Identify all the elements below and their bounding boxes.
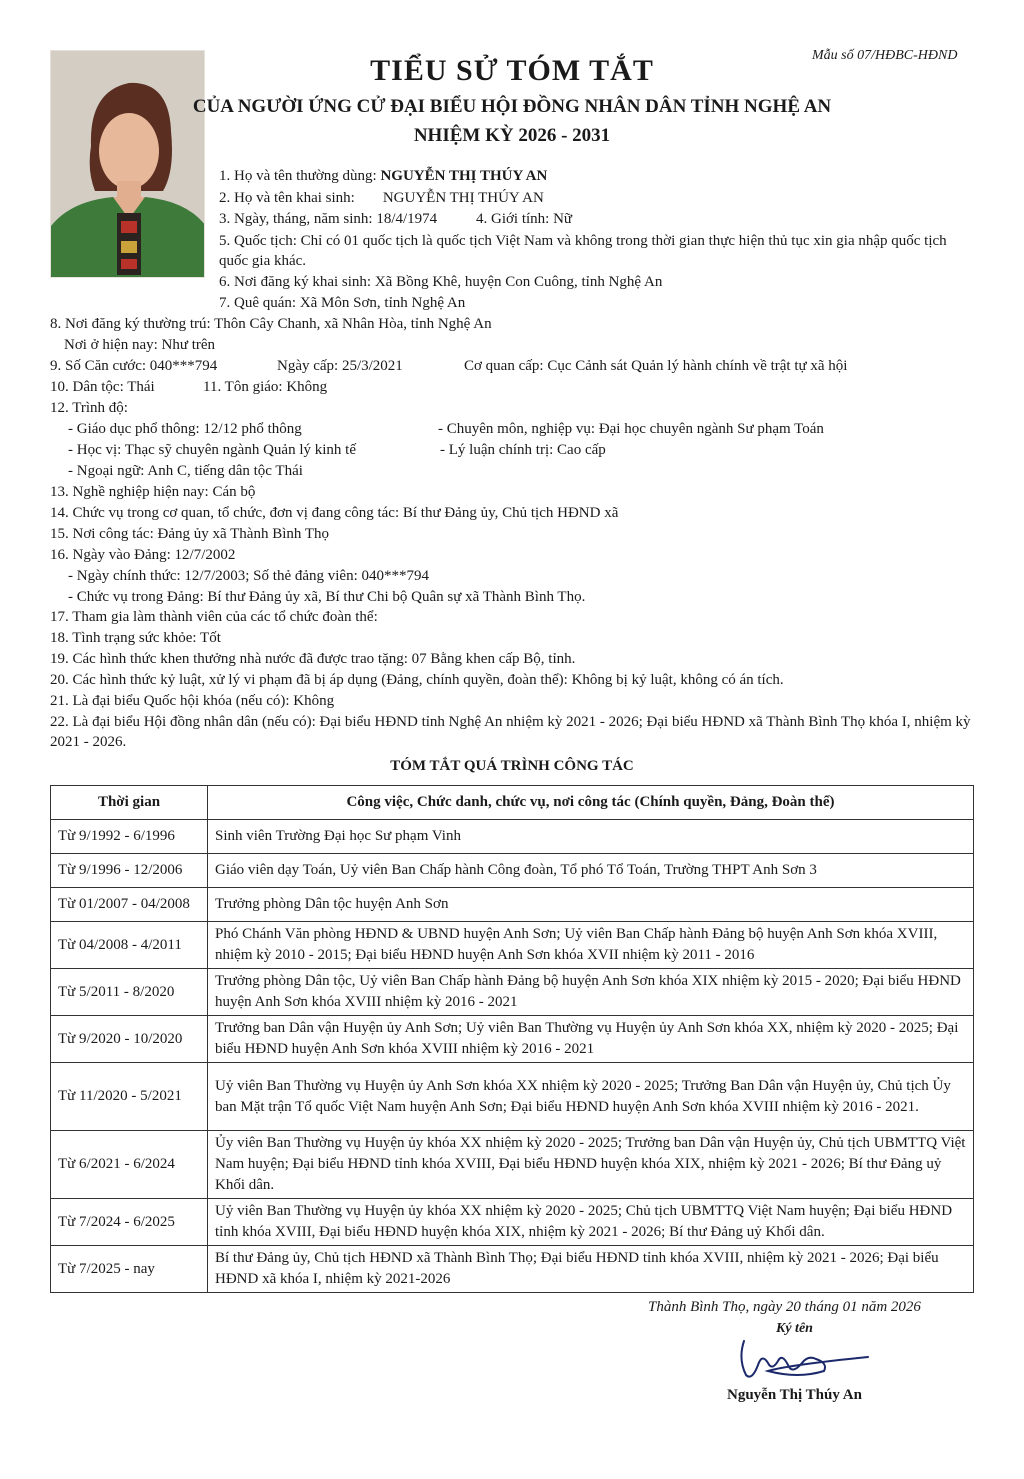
info-line-16b: - Chức vụ trong Đảng: Bí thư Đảng ủy xã, Bí thư Chi bộ Quân sự xã Thành Bình Thọ.: [68, 589, 586, 605]
info-line-7: 7. Quê quán: Xã Môn Sơn, tỉnh Nghệ An: [219, 295, 466, 311]
info-line-3: 3. Ngày, tháng, năm sinh: 18/4/1974: [219, 211, 438, 227]
table-row: [51, 922, 974, 969]
info-line-20: 20. Các hình thức kỷ luật, xử lý vi phạm đã bị áp dụng (Đảng, chính quyền, đoàn thể): Không bị kỷ luật, không có án tích.: [50, 672, 784, 688]
info-line-17: 17. Tham gia làm thành viên của các tổ chức đoàn thể:: [50, 609, 378, 625]
row-description: Bí thư Đảng ủy, Chủ tịch HĐND xã Thành Bình Thọ; Đại biểu HĐND tỉnh khóa XVIII, nhiệm kỳ 2021 - 2026; Đại biểu HĐND xã khóa I, nhiệm kỳ 2021-2026: [208, 1246, 974, 1293]
info-line-12e: - Ngoại ngữ: Anh C, tiếng dân tộc Thái: [68, 463, 303, 479]
info-label: 1. Họ và tên thường dùng:: [219, 168, 381, 184]
info-line-13: 13. Nghề nghiệp hiện nay: Cán bộ: [50, 484, 256, 500]
info-line-16: 16. Ngày vào Đảng: 12/7/2002: [50, 547, 236, 563]
info-line-11: 11. Tôn giáo: Không: [203, 379, 328, 395]
row-description: Ủy viên Ban Thường vụ Huyện ủy khóa XX nhiệm kỳ 2020 - 2025; Trưởng ban Dân vận Huyện ủy, Chủ tịch UBMTTQ Việt Nam huyện; Đại biểu HĐND tỉnh khóa XVIII, Đại biểu HĐND huyện khóa XIX, nhiệm kỳ 2021 - 2026; Bí thư Đảng uỷ Khối dân.: [208, 1131, 974, 1199]
row-time: Từ 04/2008 - 4/2011: [51, 922, 208, 969]
info-line-19: 19. Các hình thức khen thưởng nhà nước đã được trao tặng: 07 Bằng khen cấp Bộ, tỉnh.: [50, 651, 576, 667]
table-row: [51, 854, 974, 888]
table-row: [51, 1063, 974, 1131]
info-line-9c: Cơ quan cấp: Cục Cảnh sát Quản lý hành chính về trật tự xã hội: [464, 358, 848, 374]
info-label: 2. Họ và tên khai sinh:: [219, 190, 355, 206]
form-number: Mẫu số 07/HĐBC-HĐND: [812, 48, 958, 63]
table-row: [51, 969, 974, 1016]
table-row: [51, 1246, 974, 1293]
info-line-14: 14. Chức vụ trong cơ quan, tổ chức, đơn vị đang công tác: Bí thư Đảng ủy, Chủ tịch HĐND xã: [50, 505, 619, 521]
row-time: Từ 9/1996 - 12/2006: [51, 854, 208, 888]
table-row: [51, 888, 974, 922]
info-line-2: [219, 188, 544, 208]
row-description: Phó Chánh Văn phòng HĐND & UBND huyện Anh Sơn; Uỷ viên Ban Chấp hành Đảng bộ huyện Anh Sơn khóa XVIII, nhiệm kỳ 2010 - 2015; Đại biểu HĐND huyện Anh Sơn khóa XVII nhiệm kỳ 2011 - 2016: [208, 922, 974, 969]
table-header-row: [51, 786, 974, 820]
info-line-8b: Nơi ở hiện nay: Như trên: [64, 337, 216, 353]
work-history-table: [50, 785, 974, 1293]
birth-name: NGUYỄN THỊ THÚY AN: [382, 190, 544, 206]
table-row: [51, 1016, 974, 1063]
table-row: [51, 1199, 974, 1246]
info-line-12a: - Giáo dục phổ thông: 12/12 phổ thông: [68, 421, 302, 437]
row-description: Uỷ viên Ban Thường vụ Huyện ủy khóa XX nhiệm kỳ 2020 - 2025; Chủ tịch UBMTTQ Việt Nam huyện; Đại biểu HĐND tỉnh khóa XVIII, Đại biểu HĐND huyện khóa XIX, nhiệm kỳ 2021 - 2026; Bí thư Đảng uỷ Khối dân.: [208, 1199, 974, 1246]
info-line-12: 12. Trình độ:: [50, 400, 128, 416]
row-description: Trưởng ban Dân vận Huyện ủy Anh Sơn; Uỷ viên Ban Thường vụ Huyện ủy Anh Sơn khóa XX, nhiệm kỳ 2020 - 2025; Đại biểu HĐND huyện Anh Sơn khóa XVIII nhiệm kỳ 2016 - 2021: [208, 1016, 974, 1063]
handwritten-signature: [728, 1335, 878, 1390]
info-line-5: 5. Quốc tịch: Chỉ có 01 quốc tịch là quốc tịch Việt Nam và không trong thời gian thực hiện thủ tục xin gia nhập quốc tịch quốc gia khác.: [219, 233, 947, 269]
work-history-title: TÓM TẮT QUÁ TRÌNH CÔNG TÁC: [390, 758, 634, 774]
row-description: Uỷ viên Ban Thường vụ Huyện ủy Anh Sơn khóa XX nhiệm kỳ 2020 - 2025; Trưởng Ban Dân vận Huyện ủy, Chủ tịch Ủy ban Mặt trận Tổ quốc Việt Nam huyện Anh Sơn; Đại biểu HĐND huyện Anh Sơn khóa XVIII nhiệm kỳ 2016 - 2021.: [208, 1063, 974, 1131]
document-title: TIỂU SỬ TÓM TẮT: [370, 54, 654, 87]
info-line-8: 8. Nơi đăng ký thường trú: Thôn Cây Chanh, xã Nhân Hòa, tỉnh Nghệ An: [50, 316, 492, 332]
info-line-15: 15. Nơi công tác: Đảng ủy xã Thành Bình Thọ: [50, 526, 330, 542]
row-description: Sinh viên Trường Đại học Sư phạm Vinh: [208, 820, 974, 854]
row-description: Trưởng phòng Dân tộc, Uỷ viên Ban Chấp hành Đảng bộ huyện Anh Sơn khóa XIX nhiệm kỳ 2015 - 2020; Đại biểu HĐND huyện Anh Sơn khóa XVIII nhiệm kỳ 2016 - 2021: [208, 969, 974, 1016]
signature-label: Ký tên: [776, 1321, 813, 1336]
info-line-9a: 9. Số Căn cước: 040***794: [50, 358, 218, 374]
info-line-12d: - Lý luận chính trị: Cao cấp: [440, 442, 606, 458]
info-line-21: 21. Là đại biểu Quốc hội khóa (nếu có): Không: [50, 693, 335, 709]
row-time: Từ 9/2020 - 10/2020: [51, 1016, 208, 1063]
row-time: Từ 7/2024 - 6/2025: [51, 1199, 208, 1246]
row-time: Từ 5/2011 - 8/2020: [51, 969, 208, 1016]
table-row: [51, 820, 974, 854]
document-subtitle: CỦA NGƯỜI ỨNG CỬ ĐẠI BIỂU HỘI ĐỒNG NHÂN DÂN TỈNH NGHỆ AN: [192, 96, 832, 117]
row-description: Giáo viên dạy Toán, Uỷ viên Ban Chấp hành Công đoàn, Tổ phó Tổ Toán, Trường THPT Anh Sơn 3: [208, 854, 974, 888]
row-description: Trưởng phòng Dân tộc huyện Anh Sơn: [208, 888, 974, 922]
info-line-22: 22. Là đại biểu Hội đồng nhân dân (nếu có): Đại biểu HĐND tỉnh Nghệ An nhiệm kỳ 2021 - 2026; Đại biểu HĐND xã Thành Bình Thọ khóa I, nhiệm kỳ 2021 - 2026.: [50, 714, 971, 750]
info-line-6: 6. Nơi đăng ký khai sinh: Xã Bồng Khê, huyện Con Cuông, tỉnh Nghệ An: [219, 274, 663, 290]
signer-name: Nguyễn Thị Thúy An: [727, 1387, 862, 1403]
signature-stroke: [728, 1335, 878, 1385]
info-line-9b: Ngày cấp: 25/3/2021: [277, 358, 403, 374]
column-header-time: Thời gian: [51, 786, 208, 820]
table-row: [51, 1131, 974, 1199]
info-line-12b: - Chuyên môn, nghiệp vụ: Đại học chuyên ngành Sư phạm Toán: [438, 421, 824, 437]
row-time: Từ 01/2007 - 04/2008: [51, 888, 208, 922]
info-line-12c: - Học vị: Thạc sỹ chuyên ngành Quản lý kinh tế: [68, 442, 356, 458]
info-line-16a: - Ngày chính thức: 12/7/2003; Số thẻ đảng viên: 040***794: [68, 568, 430, 584]
row-time: Từ 7/2025 - nay: [51, 1246, 208, 1293]
signature-place-date: Thành Bình Thọ, ngày 20 tháng 01 năm 2026: [648, 1299, 921, 1315]
row-time: Từ 6/2021 - 6/2024: [51, 1131, 208, 1199]
info-line-10: 10. Dân tộc: Thái: [50, 379, 155, 395]
common-name: NGUYỄN THỊ THÚY AN: [380, 168, 548, 184]
row-time: Từ 9/1992 - 6/1996: [51, 820, 208, 854]
info-line-1: [219, 166, 547, 186]
row-time: Từ 11/2020 - 5/2021: [51, 1063, 208, 1131]
info-line-18: 18. Tình trạng sức khỏe: Tốt: [50, 630, 221, 646]
info-line-4: 4. Giới tính: Nữ: [476, 211, 573, 227]
document-term: NHIỆM KỲ 2026 - 2031: [413, 125, 611, 146]
column-header-description: Công việc, Chức danh, chức vụ, nơi công tác (Chính quyền, Đảng, Đoàn thể): [208, 786, 974, 820]
